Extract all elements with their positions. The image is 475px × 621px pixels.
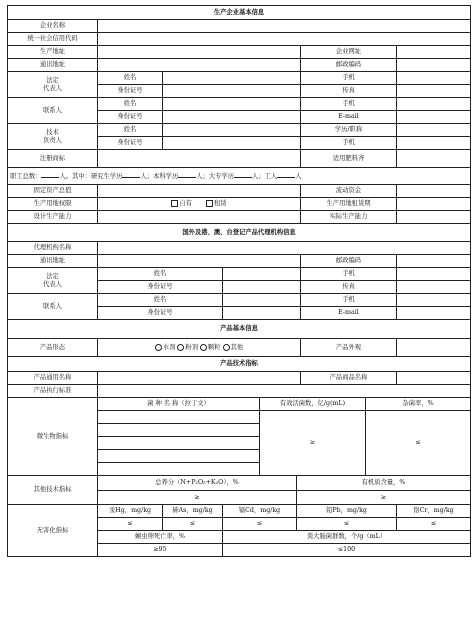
legal-rep-id-field[interactable] xyxy=(163,85,301,98)
cr-header: 铬Cr，mg/kg xyxy=(397,505,471,518)
cr-value[interactable]: ≤ xyxy=(397,518,471,531)
pb-value[interactable]: ≤ xyxy=(297,518,397,531)
agency-name-field[interactable] xyxy=(98,242,471,255)
agent-contact-phone-label: 手机 xyxy=(301,294,397,307)
organic-header: 有机质含量，% xyxy=(297,476,471,491)
grad-blank[interactable] xyxy=(122,171,140,178)
design-capacity-field[interactable] xyxy=(98,211,301,224)
coliform-header: 粪大肠菌群数，个/g（mL） xyxy=(223,531,471,544)
tech-lead-edu-label: 学历/职称 xyxy=(301,124,397,137)
common-name-label: 产品通用名称 xyxy=(8,372,98,385)
design-capacity-label: 设计生产能力 xyxy=(8,211,98,224)
form-option-other[interactable]: 其他 xyxy=(223,344,244,351)
legal-rep-fax-label: 传真 xyxy=(301,85,397,98)
land-right-label: 生产用地权限 xyxy=(8,198,98,211)
impurity-cell[interactable]: ≤ xyxy=(366,411,471,476)
coliform-value[interactable]: ≤100 xyxy=(223,544,471,557)
trade-name-field[interactable] xyxy=(397,372,471,385)
rent-checkbox[interactable]: 租赁 xyxy=(206,200,227,207)
tech-lead-name-label: 姓名 xyxy=(98,124,163,137)
other-indicators-label: 其他技术指标 xyxy=(8,476,98,505)
own-checkbox[interactable]: 自有 xyxy=(171,200,192,207)
agent-rep-fax-field[interactable] xyxy=(397,281,471,294)
as-header: 砷As，mg/kg xyxy=(163,505,223,518)
form-option-granule[interactable]: 颗粒 xyxy=(200,344,221,351)
actual-capacity-field[interactable] xyxy=(397,211,471,224)
agent-rep-phone-label: 手机 xyxy=(301,268,397,281)
section-title-tech: 产品技术指标 xyxy=(8,357,471,372)
working-capital-label: 流动资金 xyxy=(301,185,397,198)
contact-email-field[interactable] xyxy=(397,111,471,124)
contact-email-label: E-mail xyxy=(301,111,397,124)
agent-rep-id-field[interactable] xyxy=(223,281,301,294)
product-form-label: 产品形态 xyxy=(8,339,98,357)
fixed-assets-label: 固定资产总值 xyxy=(8,185,98,198)
organic-value[interactable]: ≥ xyxy=(297,490,471,505)
form-option-liquid[interactable]: 水剂 xyxy=(155,344,176,351)
contact-phone-label: 手机 xyxy=(301,98,397,111)
registration-form xyxy=(7,5,471,557)
section-title-product: 产品基本信息 xyxy=(8,320,471,339)
tech-lead-phone-label: 手机 xyxy=(301,137,397,150)
tech-lead-id-field[interactable] xyxy=(163,137,301,150)
total-staff-blank[interactable] xyxy=(41,171,59,178)
agent-address-label: 通讯地址 xyxy=(8,255,98,268)
cd-value[interactable]: ≤ xyxy=(223,518,297,531)
agent-address-field[interactable] xyxy=(98,255,301,268)
trademark-field[interactable] xyxy=(98,150,301,168)
standard-field[interactable] xyxy=(98,385,471,398)
tech-lead-edu-field[interactable] xyxy=(397,124,471,137)
staff-count-line: 职工总数： 人。其中：研究生学历 人；本科学历 人；大专学历 人；工人 人 xyxy=(8,168,471,185)
egg-death-header: 蛔虫卵死亡率，% xyxy=(98,531,223,544)
fert-type-field[interactable] xyxy=(397,150,471,168)
working-capital-field[interactable] xyxy=(397,185,471,198)
contact-name-field[interactable] xyxy=(163,98,301,111)
fert-type-label: 适用肥料齐 xyxy=(301,150,397,168)
section-title-agent: 国外及港、澳、台登记产品代理机构信息 xyxy=(8,224,471,242)
viable-count-cell[interactable]: ≥ xyxy=(260,411,366,476)
agency-name-label: 代理机构名称 xyxy=(8,242,98,255)
strain-row-2[interactable] xyxy=(98,424,260,437)
agent-postcode-label: 邮政编码 xyxy=(301,255,397,268)
trade-name-label: 产品商品名称 xyxy=(301,372,397,385)
legal-rep-name-field[interactable] xyxy=(163,72,301,85)
tech-lead-name-field[interactable] xyxy=(163,124,301,137)
prod-address-label: 生产地址 xyxy=(8,46,98,59)
legal-rep-phone-field[interactable] xyxy=(397,72,471,85)
agent-contact-label: 联系人 xyxy=(8,294,98,320)
nutrient-value[interactable]: ≥ xyxy=(98,490,297,505)
company-name-field[interactable] xyxy=(98,20,471,33)
strain-header: 菌 种 名 称（拉丁文） xyxy=(98,398,260,411)
company-name-label: 企业名称 xyxy=(8,20,98,33)
hg-value[interactable]: ≤ xyxy=(98,518,163,531)
common-name-field[interactable] xyxy=(98,372,301,385)
fixed-assets-field[interactable] xyxy=(98,185,301,198)
strain-row-3[interactable] xyxy=(98,437,260,450)
agent-postcode-field[interactable] xyxy=(397,255,471,268)
microbe-label: 微生物指标 xyxy=(8,398,98,476)
strain-row-4[interactable] xyxy=(98,450,260,463)
website-label: 企业网址 xyxy=(301,46,397,59)
as-value[interactable]: ≤ xyxy=(163,518,223,531)
tech-lead-label: 技术 负责人 xyxy=(8,124,98,150)
lease-term-field[interactable] xyxy=(397,198,471,211)
bachelor-blank[interactable] xyxy=(178,171,196,178)
viable-count-header: 有效活菌数，亿/g(mL) xyxy=(260,398,366,411)
appearance-label: 产品外观 xyxy=(301,339,397,357)
hg-header: 汞Hg，mg/kg xyxy=(98,505,163,518)
agent-contact-name-label: 姓名 xyxy=(98,294,223,307)
agent-rep-fax-label: 传真 xyxy=(301,281,397,294)
agent-contact-id-label: 身份证号 xyxy=(98,307,223,320)
mail-address-field[interactable] xyxy=(98,59,301,72)
postcode-label: 邮政编码 xyxy=(301,59,397,72)
agent-rep-phone-field[interactable] xyxy=(397,268,471,281)
contact-label: 联系人 xyxy=(8,98,98,124)
postcode-field[interactable] xyxy=(397,59,471,72)
tech-lead-phone-field[interactable] xyxy=(397,137,471,150)
land-right-options xyxy=(98,198,301,211)
actual-capacity-label: 实际生产能力 xyxy=(301,211,397,224)
harmless-label: 无害化指标 xyxy=(8,505,98,557)
pb-header: 铅Pb，mg/kg xyxy=(297,505,397,518)
agent-contact-name-field[interactable] xyxy=(223,294,301,307)
standard-label: 产品执行标准 xyxy=(8,385,98,398)
agent-contact-phone-field[interactable] xyxy=(397,294,471,307)
lease-term-label: 生产用地租赁期 xyxy=(301,198,397,211)
credit-code-label: 统一社会信用代码 xyxy=(8,33,98,46)
strain-row-5[interactable] xyxy=(98,463,260,476)
cd-header: 镉Cd，mg/kg xyxy=(223,505,297,518)
appearance-field[interactable] xyxy=(397,339,471,357)
agent-contact-id-field[interactable] xyxy=(223,307,301,320)
trademark-label: 注册商标 xyxy=(8,150,98,168)
college-blank[interactable] xyxy=(234,171,252,178)
contact-phone-field[interactable] xyxy=(397,98,471,111)
legal-rep-fax-field[interactable] xyxy=(397,85,471,98)
legal-rep-label: 法定 代表人 xyxy=(8,72,98,98)
strain-row-1[interactable] xyxy=(98,411,260,424)
section-title-basic: 生产企业基本信息 xyxy=(8,6,471,20)
agent-rep-name-label: 姓名 xyxy=(98,268,223,281)
agent-legal-rep-label: 法定 代表人 xyxy=(8,268,98,294)
mail-address-label: 通讯地址 xyxy=(8,59,98,72)
prod-address-field[interactable] xyxy=(98,46,301,59)
worker-blank[interactable] xyxy=(277,171,295,178)
impurity-header: 杂菌率，% xyxy=(366,398,471,411)
nutrient-header: 总养分（N+P₂O₅+K₂O），% xyxy=(98,476,297,491)
website-field[interactable] xyxy=(397,46,471,59)
agent-rep-name-field[interactable] xyxy=(223,268,301,281)
agent-contact-email-label: E-mail xyxy=(301,307,397,320)
agent-rep-id-label: 身份证号 xyxy=(98,281,223,294)
legal-rep-phone-label: 手机 xyxy=(301,72,397,85)
agent-contact-email-field[interactable] xyxy=(397,307,471,320)
egg-death-value[interactable]: ≥95 xyxy=(98,544,223,557)
legal-rep-name-label: 姓名 xyxy=(98,72,163,85)
legal-rep-id-label: 身份证号 xyxy=(98,85,163,98)
form-option-powder[interactable]: 粉剂 xyxy=(177,344,198,351)
contact-id-label: 身份证号 xyxy=(98,111,163,124)
contact-id-field[interactable] xyxy=(163,111,301,124)
tech-lead-id-label: 身份证号 xyxy=(98,137,163,150)
contact-name-label: 姓名 xyxy=(98,98,163,111)
credit-code-field[interactable] xyxy=(98,33,471,46)
product-form-options xyxy=(98,339,301,357)
